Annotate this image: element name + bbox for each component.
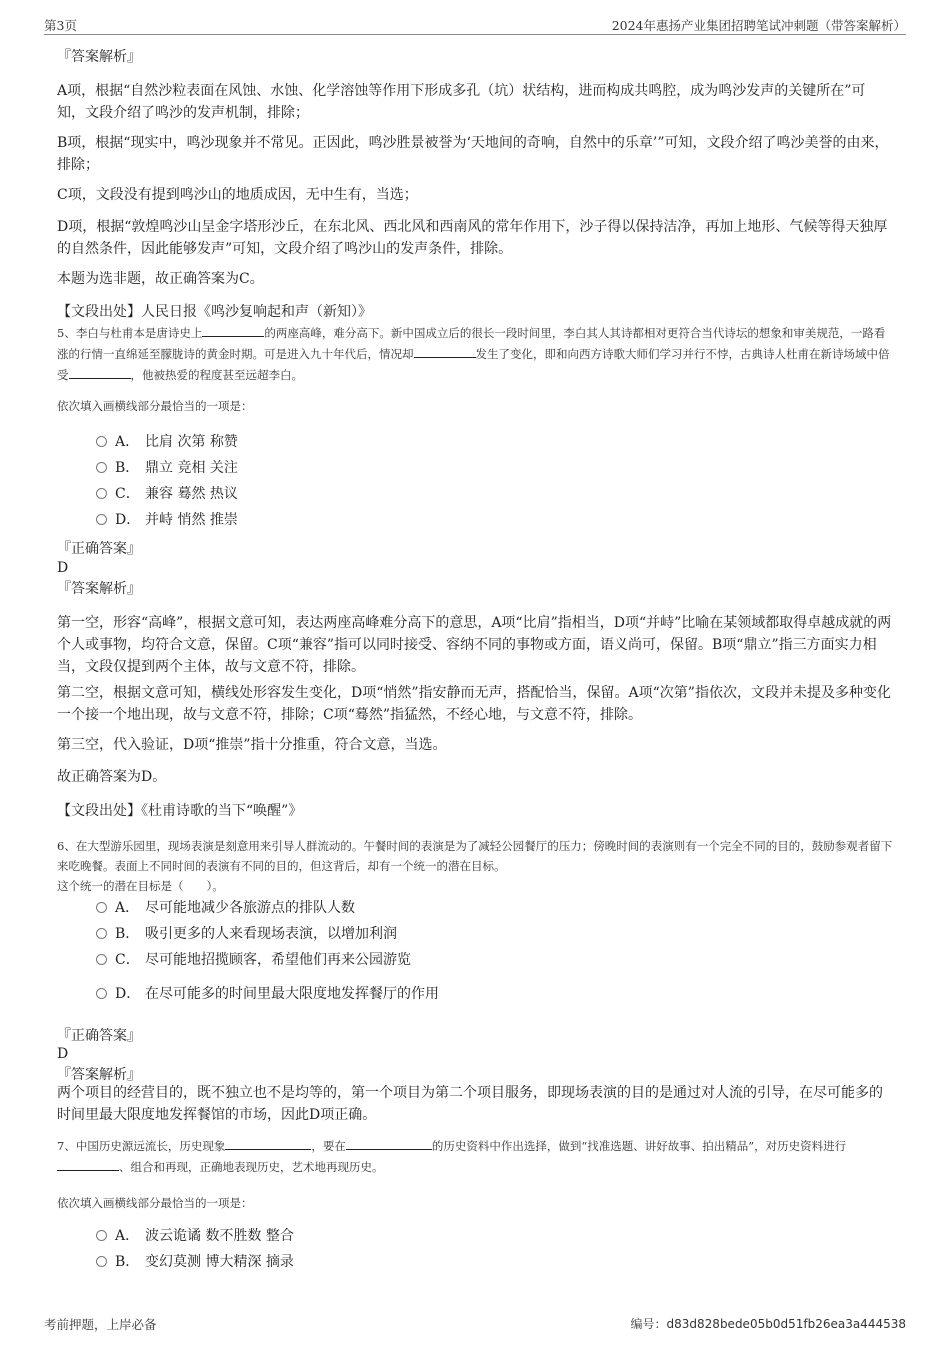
q7-stem-part: 的历史资料中作出选择，做到“找准选题、讲好故事、拍出精品”，对历史资料进行 [431,1139,847,1153]
option-key: D． [115,512,141,528]
option-text: 兼容 蓦然 热议 [145,486,238,502]
option-key: B． [115,1254,140,1270]
option-text: 尽可能地招揽顾客，希望他们再来公园游览 [145,952,411,968]
page-header [44,14,906,35]
q5-source: 【文段出处】《杜甫诗歌的当下“唤醒”》 [57,803,303,819]
q5-conclusion: 故正确答案为D。 [57,769,167,785]
q5-answer: D [57,560,69,576]
page-footer [44,1313,906,1331]
q4-analysis-c: C项，文段没有提到鸣沙山的地质成因，无中生有，当选； [57,187,418,203]
q5-analysis-label: 『答案解析』 [57,581,141,597]
option-key: C． [115,952,140,968]
q6-option-b[interactable] [96,924,397,944]
page-number: 第3页 [44,18,77,33]
radio-icon[interactable] [96,902,107,913]
q5-stem [57,322,893,385]
option-key: C． [115,486,140,502]
option-text: 比肩 次第 称赞 [145,434,238,450]
option-text: 鼎立 竞相 关注 [145,460,238,476]
q5-blank-3 [69,364,131,379]
q7-stem [57,1135,893,1177]
q5-option-c[interactable] [96,484,238,504]
option-key: D． [115,986,141,1002]
q4-conclusion: 本题为选非题，故正确答案为C。 [57,271,264,287]
option-key: A． [115,900,140,916]
q7-prompt: 依次填入画横线部分最恰当的一项是： [57,1196,253,1210]
option-text: 波云诡谲 数不胜数 整合 [145,1228,294,1244]
q6-stem: 6、在大型游乐园里，现场表演是刻意用来引导人群流动的。午餐时间的表演是为了减轻公园餐厅的压力；傍晚时间的表演则有一个完全不同的目的，鼓励参观者留下来吃晚餐。表面上不同时间的表演有不同的目的，但这背后，却有一个统一的潜在目标。 [57,839,893,873]
radio-icon[interactable] [96,514,107,525]
q5-analysis-1: 第一空，形容“高峰”，根据文意可知，表达两座高峰难分高下的意思，A项“比肩”指相当，D项“并峙”比喻在某领域都取得卓越成就的两个人或事物，均符合文意，保留。C项“兼容”指可以同时接受、容纳不同的事物或方面，语义尚可，保留。B项“鼎立”指三方面实力相当，文段仅提到两个主体，故与文意不符，排除。 [57,615,892,675]
option-text: 变幻莫测 博大精深 摘录 [145,1254,294,1270]
q5-prompt: 依次填入画横线部分最恰当的一项是： [57,399,253,413]
q5-blank-1 [202,322,264,337]
q6-option-c[interactable] [96,950,411,970]
option-text: 尽可能地减少各旅游点的排队人数 [145,900,355,916]
radio-icon[interactable] [96,1256,107,1267]
q7-blank-2 [346,1135,432,1150]
q5-blank-2 [414,343,476,358]
q5-option-b[interactable] [96,458,238,478]
q7-option-b[interactable] [96,1252,294,1272]
document-title: 2024年惠扬产业集团招聘笔试冲刺题（带答案解析） [611,18,906,33]
q6-option-a[interactable] [96,898,355,918]
option-text: 在尽可能多的时间里最大限度地发挥餐厅的作用 [145,986,439,1002]
q7-blank-1 [225,1135,311,1150]
option-text: 吸引更多的人来看现场表演，以增加利润 [145,926,397,942]
radio-icon[interactable] [96,436,107,447]
q5-option-d[interactable] [96,510,238,530]
document-id: 编号：d83d828bede05b0d51fb26ea3a444538 [630,1317,906,1331]
q7-stem-part: ，要在 [311,1139,346,1153]
q4-analysis-label: 『答案解析』 [57,49,141,65]
option-text: 并峙 悄然 推崇 [145,512,238,528]
q6-option-d[interactable] [96,984,439,1004]
q5-analysis-3: 第三空，代入验证，D项“推崇”指十分推重，符合文意，当选。 [57,737,447,753]
q6-analysis-label: 『答案解析』 [57,1067,141,1083]
q5-stem-part: 5、李白与杜甫本是唐诗史上 [57,326,203,340]
q5-stem-part: ，他被热爱的程度甚至远超李白。 [130,368,303,382]
q5-stem-part: 发生了变化，即和向西方诗歌大师们学习并行不悖，古典诗人杜甫在新诗场域中倍受 [57,347,890,382]
q6-prompt: 这个统一的潜在目标是（ ）。 [57,879,224,893]
radio-icon[interactable] [96,954,107,965]
radio-icon[interactable] [96,1230,107,1241]
q5-option-a[interactable] [96,432,238,452]
option-key: B． [115,460,140,476]
option-key: A． [115,434,140,450]
q6-answer-label: 『正确答案』 [57,1028,141,1044]
q4-source: 【文段出处】人民日报《鸣沙复响起和声（新知）》 [57,304,372,320]
q6-answer: D [57,1046,69,1062]
q4-analysis-a: A项，根据“自然沙粒表面在风蚀、水蚀、化学溶蚀等作用下形成多孔（坑）状结构，进而构成共鸣腔，成为鸣沙发声的关键所在”可知，文段介绍了鸣沙的发声机制，排除； [57,83,866,121]
q4-analysis-b: B项，根据“现实中，鸣沙现象并不常见。正因此，鸣沙胜景被誉为‘天地间的奇响，自然中的乐章’”可知，文段介绍了鸣沙美誉的由来，排除； [57,135,889,173]
q7-stem-part: 、组合和再现，正确地表现历史，艺术地再现历史。 [119,1160,384,1174]
radio-icon[interactable] [96,488,107,499]
radio-icon[interactable] [96,928,107,939]
radio-icon[interactable] [96,988,107,999]
q7-blank-3 [57,1156,119,1171]
q5-stem-part: 的两座高峰，难分高下。新中国成立后的很长一段时间里，李白其人其诗都相对更符合当代诗坛的想象和审美规范，一路看涨的行情一直绵延至朦胧诗的黄金时期。可是进入九十年代后，情况却 [57,326,886,361]
q7-option-a[interactable] [96,1226,294,1246]
radio-icon[interactable] [96,462,107,473]
q5-analysis-2: 第二空，根据文意可知，横线处形容发生变化，D项“悄然”指安静而无声，搭配恰当，保留。A项“次第”指依次，文段并未提及多种变化一个接一个地出现，故与文意不符，排除；C项“蓦然”指猛然，不经心地，与文意不符，排除。 [57,685,891,723]
q7-stem-part: 7、中国历史源远流长，历史现象 [57,1139,226,1153]
footer-slogan: 考前押题，上岸必备 [44,1317,157,1332]
option-key: B． [115,926,140,942]
q5-answer-label: 『正确答案』 [57,541,141,557]
option-key: A． [115,1228,140,1244]
q4-analysis-d: D项，根据“敦煌鸣沙山呈金字塔形沙丘，在东北风、西北风和西南风的常年作用下，沙子得以保持洁净，再加上地形、气候等得天独厚的自然条件，因此能够发声”可知，文段介绍了鸣沙山的发声条件，排除。 [57,219,888,257]
q6-analysis: 两个项目的经营目的，既不独立也不是均等的，第一个项目为第二个项目服务，即现场表演的目的是通过对人流的引导，在尽可能多的时间里最大限度地发挥餐馆的市场，因此D项正确。 [57,1085,883,1123]
